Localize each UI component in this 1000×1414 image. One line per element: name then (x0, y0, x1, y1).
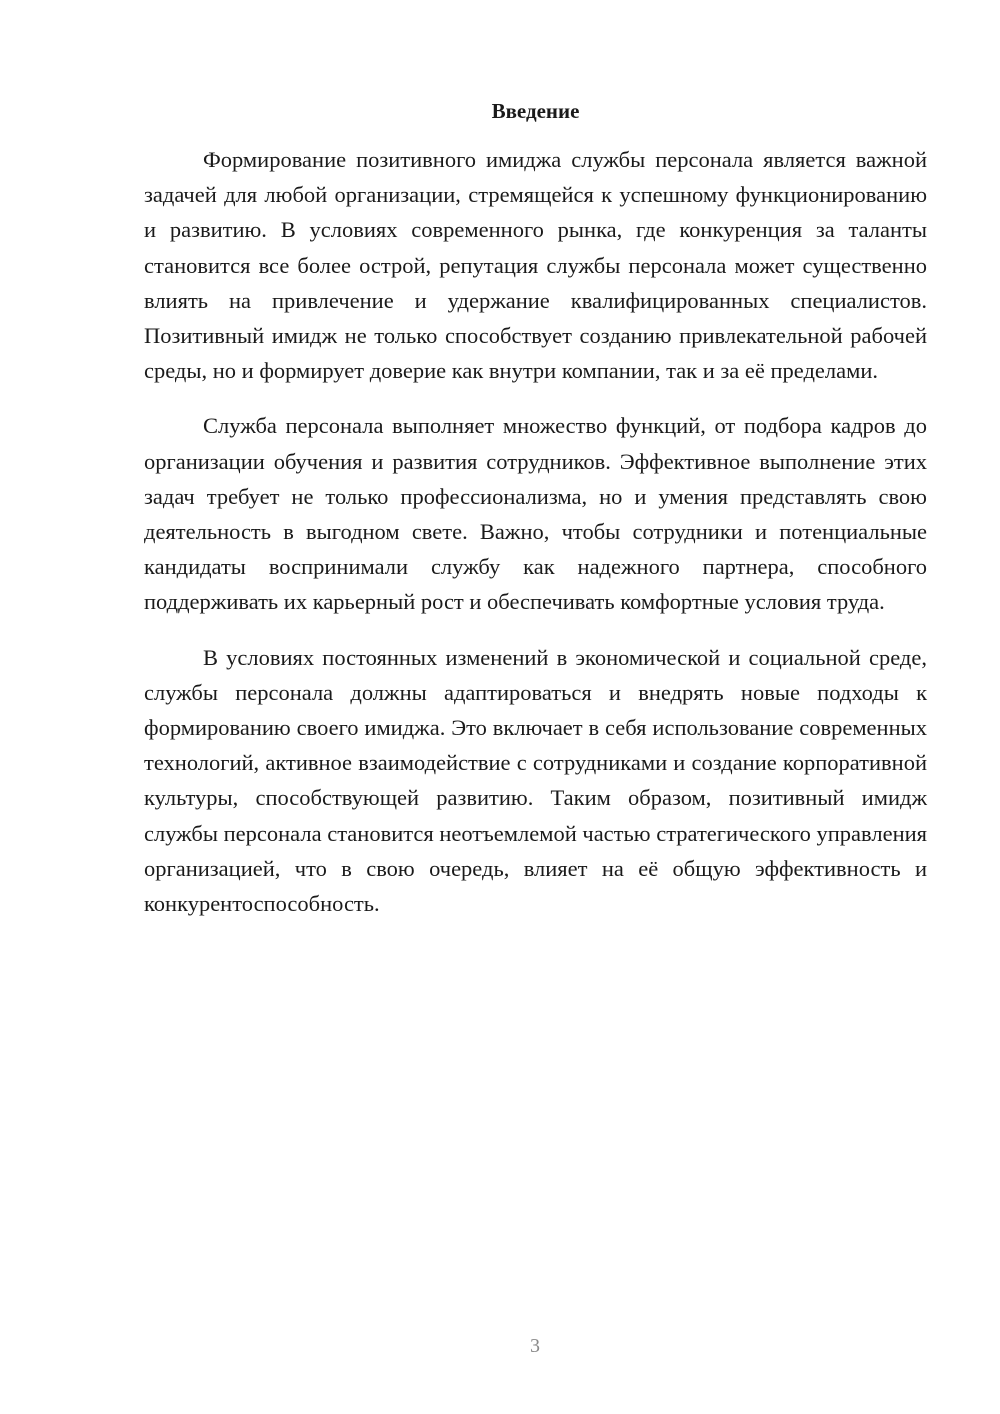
section-heading: Введение (491, 99, 580, 123)
paragraph-3: В условиях постоянных изменений в экономической и социальной среде, службы персонала должны адаптироваться и внедрять новые подходы к формированию своего имиджа. Это включает в себя использование современных технологий, активное взаимодействие с сотрудниками и создание корпоративной культуры, способствующей развитию. Таким образом, позитивный имидж службы персонала становится неотъемлемой частью стратегического управления организацией, что в свою очередь, влияет на её общую эффективность и конкурентоспособность. (144, 644, 927, 917)
paragraph-2: Служба персонала выполняет множество функций, от подбора кадров до организации обучения и развития сотрудников. Эффективное выполнение этих задач требует не только профессионализма, но и умения представлять свою деятельность в выгодном свете. Важно, чтобы сотрудники и потенциальные кандидаты воспринимали службу как надежного партнера, способного поддерживать их карьерный рост и обеспечивать комфортные условия труда. (144, 413, 927, 615)
page-number: 3 (530, 1335, 540, 1357)
body-text (144, 142, 927, 941)
paragraph-1: Формирование позитивного имиджа службы персонала является важной задачей для любой организации, стремящейся к успешному функционированию и развитию. В условиях современного рынка, где конкуренция за таланты становится все более острой, репутация службы персонала может существенно влиять на привлечение и удержание квалифицированных специалистов. Позитивный имидж не только способствует созданию привлекательной рабочей среды, но и формирует доверие как внутри компании, так и за её пределами. (144, 147, 927, 384)
